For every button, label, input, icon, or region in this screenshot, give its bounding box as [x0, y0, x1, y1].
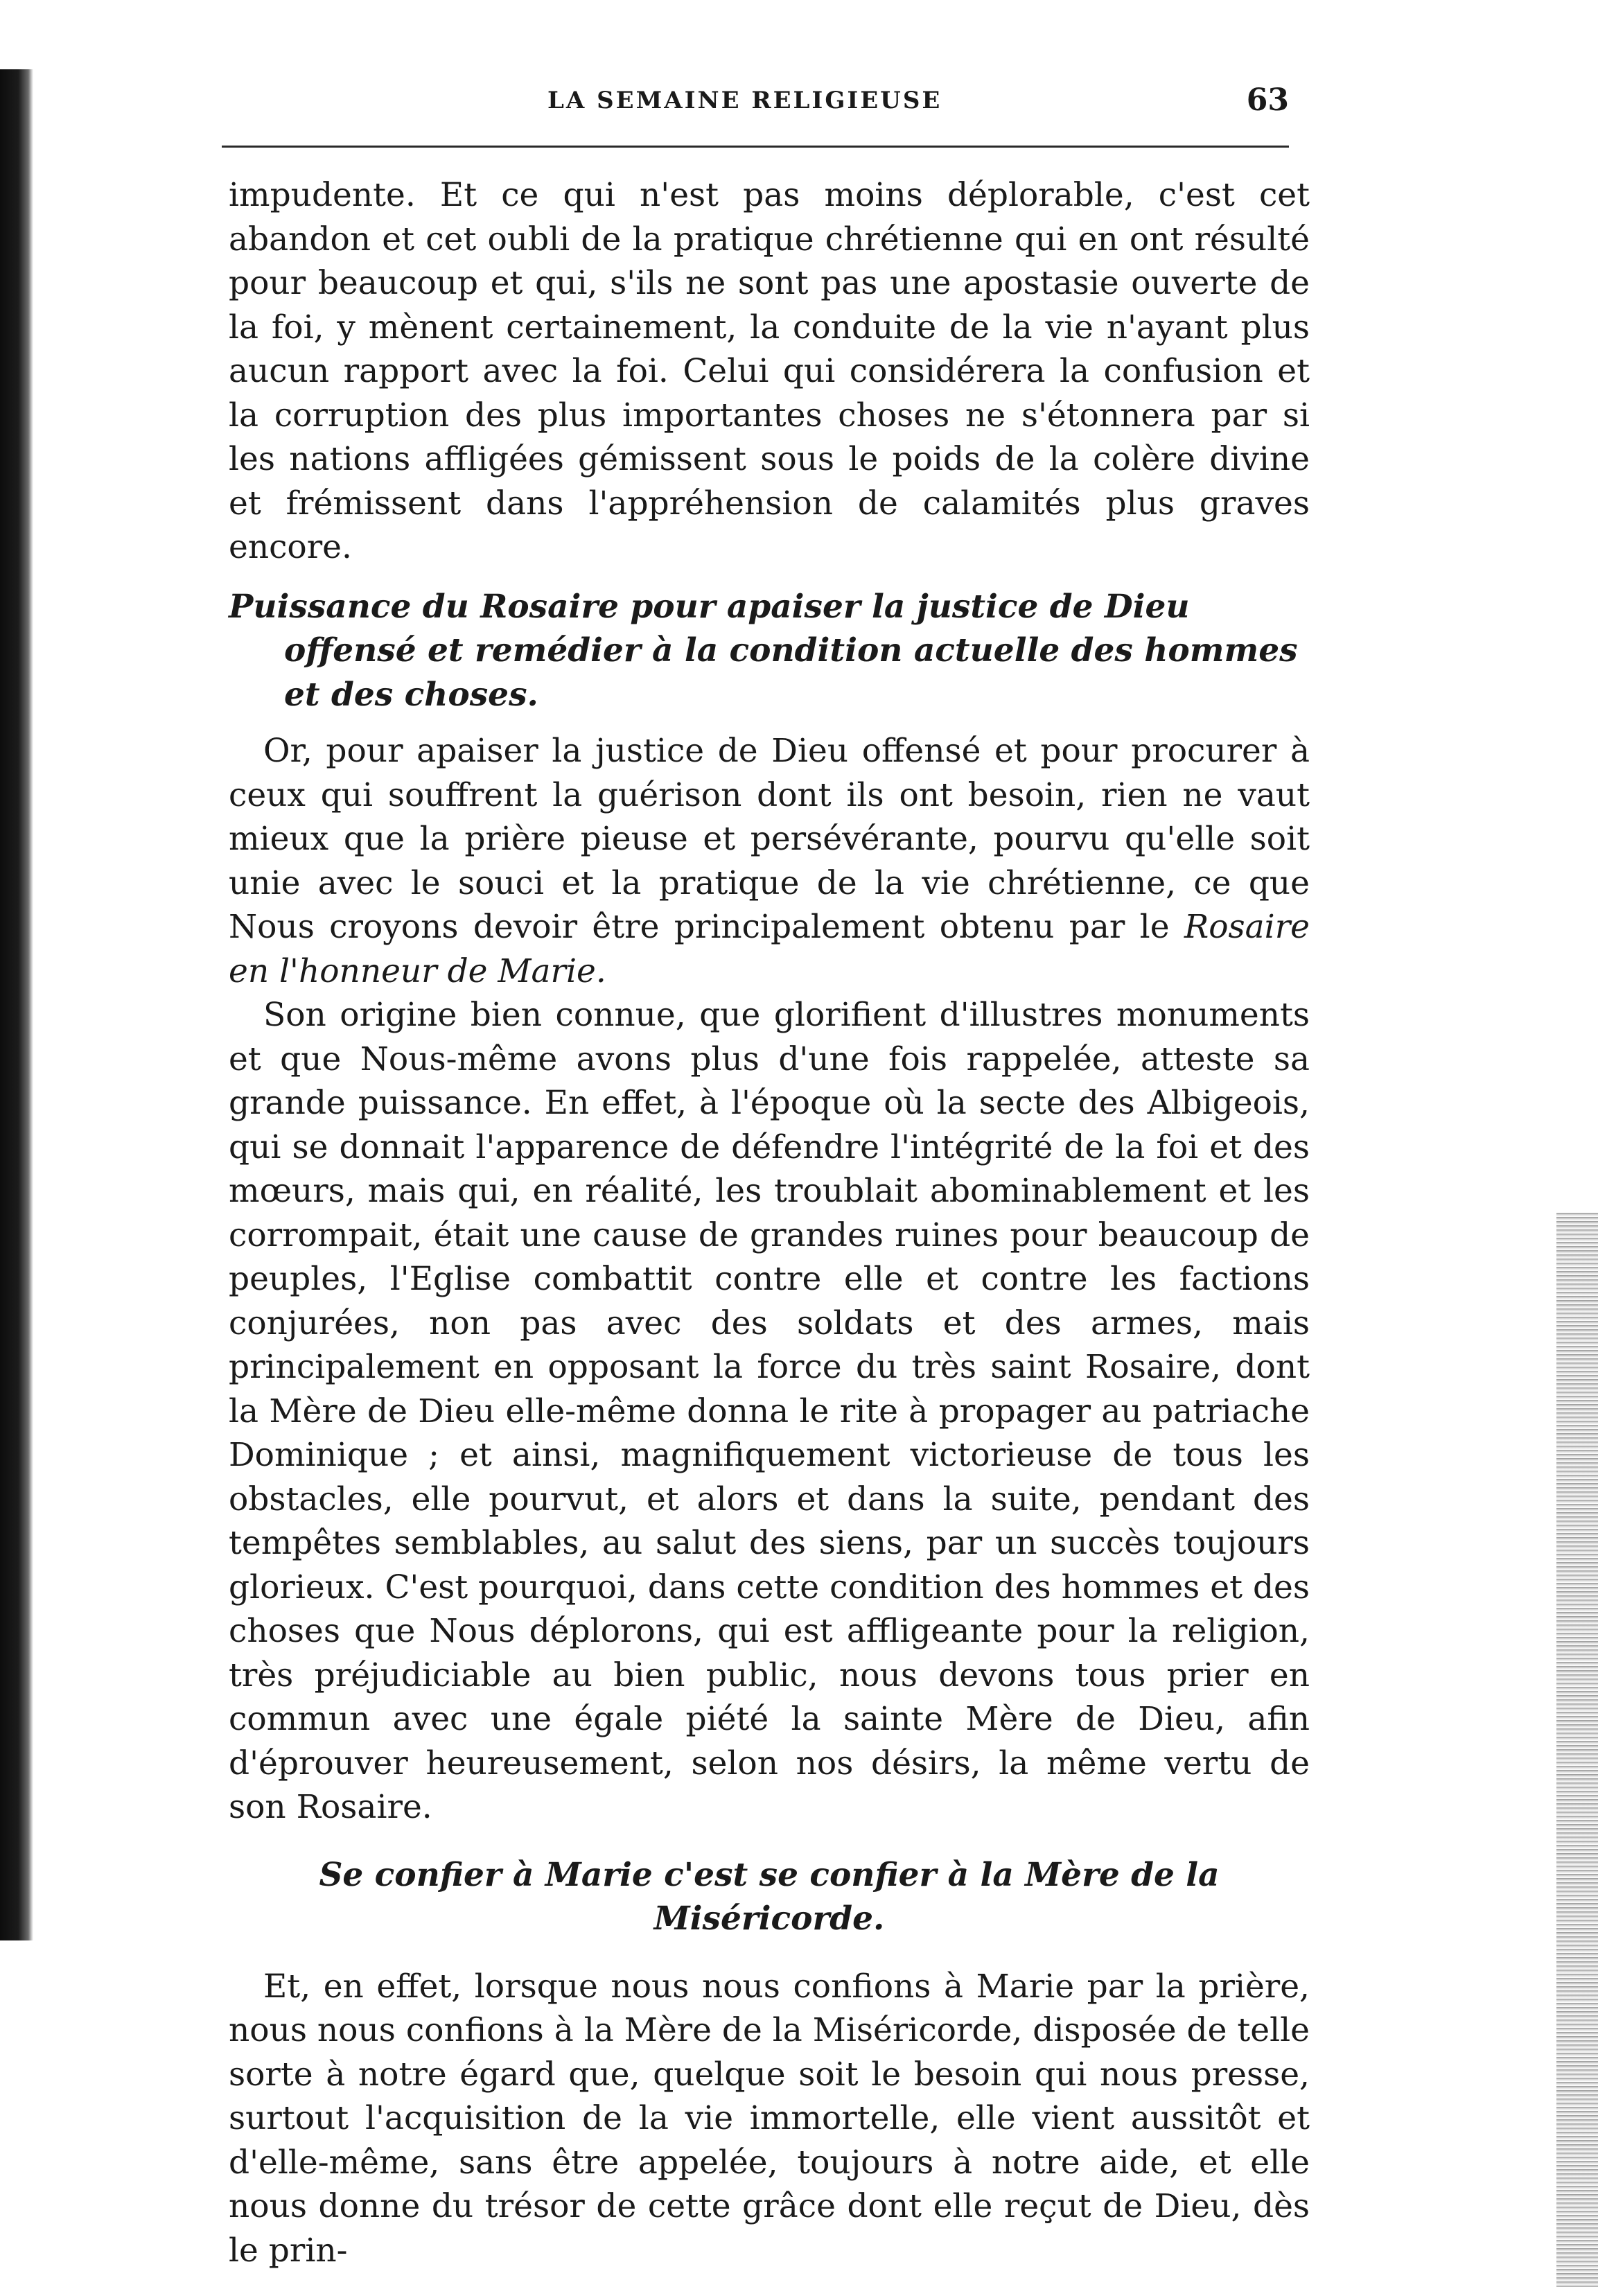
- page-header: [222, 82, 1289, 135]
- running-title: LA SEMAINE RELIGIEUSE: [547, 87, 942, 114]
- header-rule: [222, 146, 1289, 148]
- scan-gutter-left: [0, 69, 33, 1940]
- paragraph-justice: [229, 729, 1310, 993]
- scan-gutter-right: [1556, 1213, 1598, 2287]
- section-heading-rosaire: Puissance du Rosaire pour apaiser la justice de Dieu offensé et remédier à la condition actuelle des hommes et des choses.: [229, 587, 1298, 714]
- paragraph-misericorde: Et, en effet, lorsque nous nous confions à Marie par la prière, nous nous confions à la Mère de la Miséricorde, disposée de telle sorte à notre égard que, quelque soit le besoin qui nous presse, surtout l'acquisition de la vie immortelle, elle vient aussitôt et d'elle-même, sans être appelée, toujours à notre aide, et elle nous donne du trésor de cette grâce dont elle reçut de Dieu, dès le prin-: [229, 1967, 1310, 2270]
- paragraph-justice-italic: Rosaire en l'honneur de Marie.: [229, 908, 1310, 990]
- page-body: [229, 173, 1310, 2272]
- paragraph-origin: Son origine bien connue, que glorifient d'illustres monuments et que Nous-même avons plus d'une fois rappelée, atteste sa grande puissance. En effet, à l'époque où la secte des Albigeois, qui se donnait l'apparence de défendre l'intégrité de la foi et des mœurs, mais qui, en réalité, les troublait abominablement et les corrompait, était une cause de grandes ruines pour beaucoup de peuples, l'Eglise combattit contre elle et contre les factions conjurées, non pas avec des soldats et des armes, mais principalement en opposant la force du très saint Rosaire, dont la Mère de Dieu elle-même donna le rite à propager au patriache Dominique ; et ainsi, magnifiquement victorieuse de tous les obstacles, elle pourvut, et alors et dans la suite, pendant des tempêtes semblables, au salut des siens, par un succès toujours glorieux. C'est pourquoi, dans cette condition des hommes et des choses que Nous déplorons, qui est affligeante pour la religion, très préjudiciable au bien public, nous devons tous prier en commun avec une égale piété la sainte Mère de Dieu, afin d'éprouver heureusement, selon nos désirs, la même vertu de son Rosaire.: [229, 996, 1310, 1826]
- paragraph-continuation: impudente. Et ce qui n'est pas moins déplorable, c'est cet abandon et cet oubli de la pratique chrétienne qui en ont résulté pour beaucoup et qui, s'ils ne sont pas une apostasie ouverte de la foi, y mènent certainement, la conduite de la vie n'ayant plus aucun rapport avec la foi. Celui qui considérera la confusion et la corruption des plus importantes choses ne s'étonnera par si les nations affligées gémissent sous le poids de la colère divine et frémissent dans l'appréhension de calamités plus graves encore.: [229, 176, 1310, 566]
- paragraph-justice-text: Or, pour apaiser la justice de Dieu offensé et pour procurer à ceux qui souffrent la guérison dont ils ont besoin, rien ne vaut mieux que la prière pieuse et persévérante, pourvu qu'elle soit unie avec le souci et la pratique de la vie chrétienne, ce que Nous croyons devoir être principalement obtenu par le: [229, 732, 1310, 946]
- page-number: 63: [1246, 82, 1289, 118]
- section-heading-marie: Se confier à Marie c'est se confier à la Mère de la Miséricorde.: [319, 1855, 1220, 1938]
